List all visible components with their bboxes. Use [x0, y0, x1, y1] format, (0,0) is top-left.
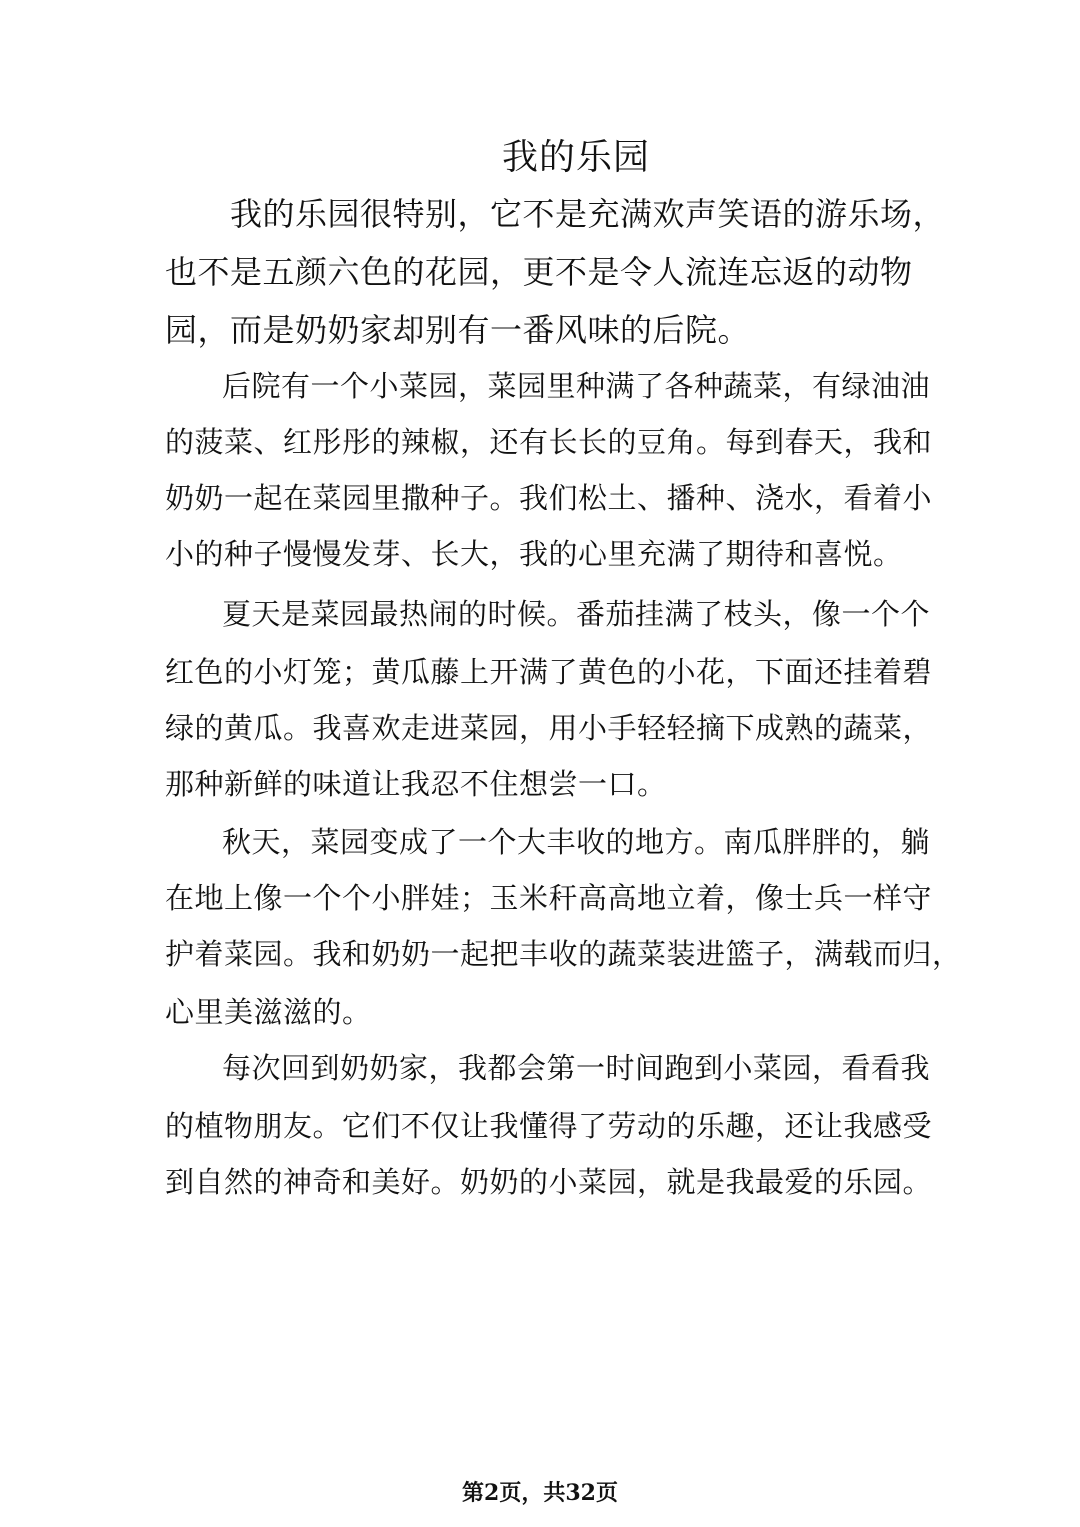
paragraph-line: 到自然的神奇和美好。奶奶的小菜园，就是我最爱的乐园。	[165, 1165, 933, 1199]
paragraph-line: 在地上像一个个小胖娃；玉米秆高高地立着，像士兵一样守	[165, 881, 933, 915]
paragraph-line: 红色的小灯笼；黄瓜藤上开满了黄色的小花，下面还挂着碧	[165, 655, 933, 689]
paragraph-line: 奶奶一起在菜园里撒种子。我们松土、播种、浇水，看着小	[165, 481, 933, 515]
page-title: 我的乐园	[501, 137, 650, 178]
paragraph-line: 夏天是菜园最热闹的时候。番茄挂满了枝头，像一个个	[222, 597, 931, 631]
intro-line: 也不是五颜六色的花园，更不是令人流连忘返的动物	[165, 253, 913, 291]
paragraph-line: 心里美滋滋的。	[165, 995, 372, 1029]
page-number-footer: 第2页，共32页	[462, 1480, 618, 1506]
intro-line: 园，而是奶奶家却别有一番风味的后院。	[165, 311, 751, 349]
paragraph-line: 小的种子慢慢发芽、长大，我的心里充满了期待和喜悦。	[165, 537, 903, 571]
intro-line: 我的乐园很特别，它不是充满欢声笑语的游乐场，	[230, 195, 946, 233]
paragraph-line: 的菠菜、红彤彤的辣椒，还有长长的豆角。每到春天，我和	[165, 425, 933, 459]
paragraph-line: 秋天，菜园变成了一个大丰收的地方。南瓜胖胖的，躺	[222, 825, 931, 859]
paragraph-line: 那种新鲜的味道让我忍不住想尝一口。	[165, 767, 667, 801]
paragraph-line: 的植物朋友。它们不仅让我懂得了劳动的乐趣，还让我感受	[165, 1109, 933, 1143]
paragraph-line: 后院有一个小菜园，菜园里种满了各种蔬菜，有绿油油	[222, 369, 931, 403]
paragraph-line: 绿的黄瓜。我喜欢走进菜园，用小手轻轻摘下成熟的蔬菜，	[165, 711, 933, 745]
paragraph-line: 每次回到奶奶家，我都会第一时间跑到小菜园，看看我	[222, 1051, 931, 1085]
paragraph-line: 护着菜园。我和奶奶一起把丰收的蔬菜装进篮子，满载而归，	[165, 937, 962, 971]
